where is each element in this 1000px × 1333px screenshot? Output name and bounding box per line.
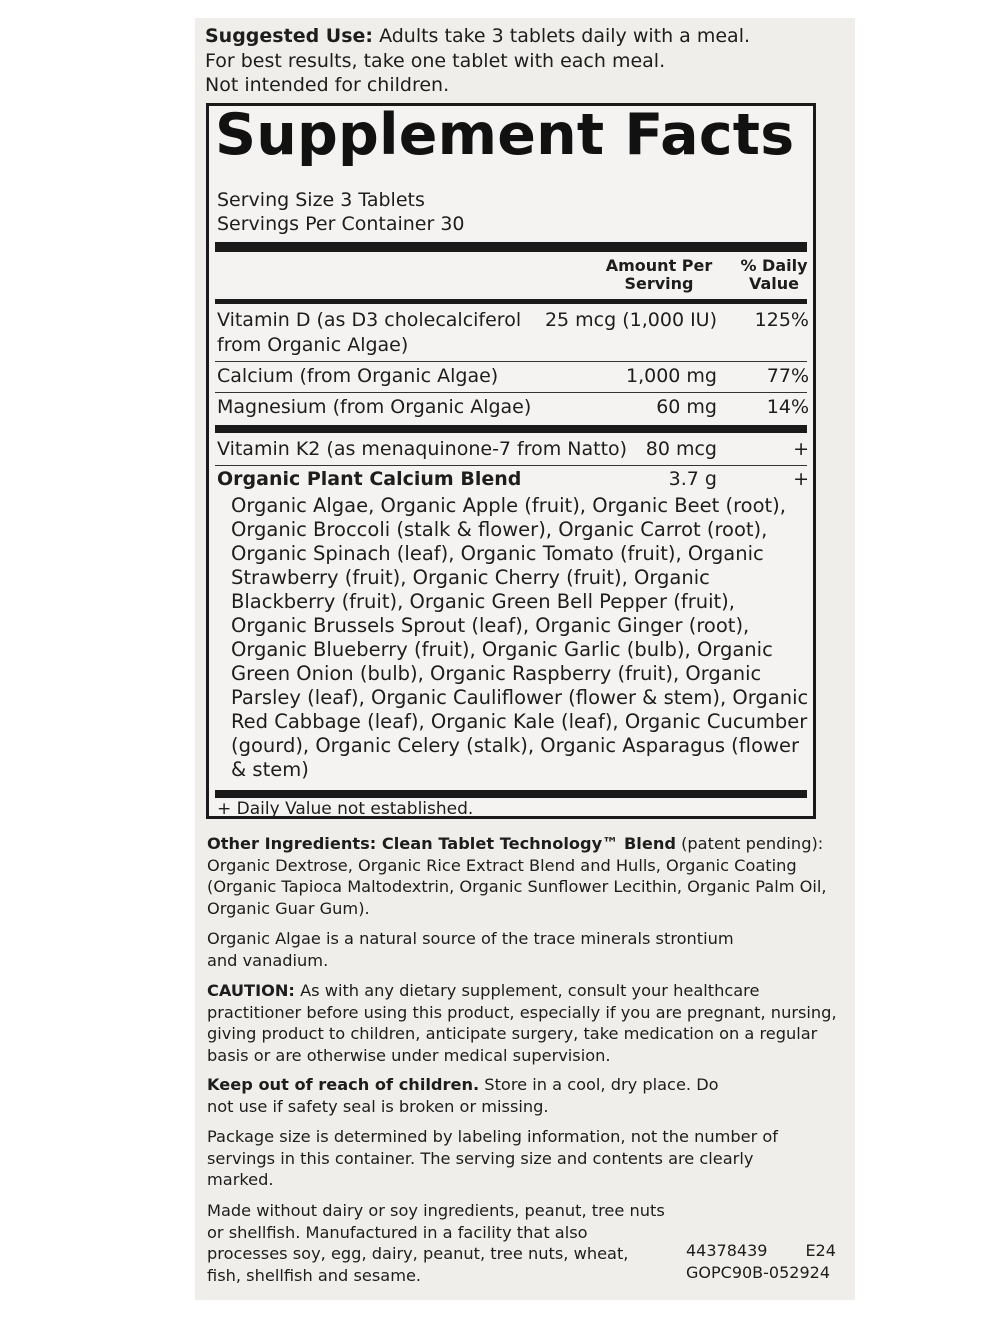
suggested-use-line2: For best results, take one tablet with each meal.: [205, 49, 666, 72]
supplement-facts-panel: [206, 103, 816, 819]
nutrient-name-calcium: Calcium (from Organic Algae): [217, 365, 499, 387]
nutrient-dv-vitamin-d: 125%: [754, 309, 809, 331]
nutrient-amount-vitamin-d: 25 mcg (1,000 IU): [544, 309, 717, 331]
nutrient-amount-vitamin-k2: 80 mcg: [645, 438, 717, 460]
caution: [207, 980, 847, 1066]
nutrient-dv-vitamin-k2: +: [793, 438, 809, 460]
allergen-note: Made without dairy or soy ingredients, peanut, tree nuts or shellfish. Manufactured in a facility that also processes soy, egg, dairy, peanut, tree nuts, wheat, fish, shellfish and sesame.: [207, 1201, 665, 1285]
storage-label: Keep out of reach of children.: [207, 1075, 480, 1094]
other-ingredients: [207, 833, 847, 919]
header-amount-per-serving: Amount Per Serving: [605, 256, 713, 293]
blend-amount: 3.7 g: [668, 468, 717, 490]
thick-divider-middle: [215, 425, 807, 433]
storage: [207, 1074, 727, 1117]
code-number: 44378439: [686, 1241, 768, 1260]
storage-text: Store in a cool, dry place. Do not use if safety seal is broken or missing.: [207, 1075, 719, 1116]
supplement-label: [195, 18, 855, 1300]
other-ingredients-text: (patent pending): Organic Dextrose, Organic Rice Extract Blend and Hulls, Organic Coating (Organic Tapioca Maltodextrin, Organic Sunflower Lecithin, Organic Palm Oil, Organic Guar Gum).: [207, 834, 827, 918]
nutrient-dv-magnesium: 14%: [766, 396, 809, 418]
thick-divider-top: [215, 242, 807, 252]
nutrient-dv-calcium: 77%: [766, 365, 809, 387]
row-divider: [215, 465, 807, 466]
divider-header: [215, 299, 807, 304]
header-daily-value: % Daily Value: [740, 256, 808, 293]
caution-label: CAUTION:: [207, 981, 295, 1000]
package-note: Package size is determined by labeling information, not the number of servings in this container. The serving size and contents are clearly marked.: [207, 1127, 779, 1190]
nutrient-amount-calcium: 1,000 mg: [625, 365, 717, 387]
daily-value-footnote: + Daily Value not established.: [217, 799, 474, 819]
suggested-use: [205, 24, 845, 98]
algae-note: Organic Algae is a natural source of the trace minerals strontium and vanadium.: [207, 929, 734, 970]
code-lot: GOPC90B-052924: [686, 1263, 830, 1282]
suggested-use-line3: Not intended for children.: [205, 74, 450, 96]
code-version: E24: [805, 1241, 836, 1260]
other-ingredients-label: Other Ingredients: Clean Tablet Technology™ Blend: [207, 834, 676, 853]
blend-ingredients: Organic Algae, Organic Apple (fruit), Organic Beet (root), Organic Broccoli (stalk & flower), Organic Carrot (root), Organic Spinach (leaf), Organic Tomato (fruit), Organic Strawberry (fruit), Organic Cherry (fruit), Organic Blackberry (fruit), Organic Green Bell Pepper (fruit), Organic Brussels Sprout (leaf), Organic Ginger (root), Organic Blueberry (fruit), Organic Garlic (bulb), Organic Green Onion (bulb), Organic Raspberry (fruit), Organic Parsley (leaf), Organic Cauliflower (flower & stem), Organic Red Cabbage (leaf), Organic Kale (leaf), Organic Cucumber (gourd), Organic Celery (stalk), Organic Asparagus (flower & stem): [231, 494, 809, 781]
nutrient-name-vitamin-d: Vitamin D (as D3 cholecalciferol from Organic Algae): [217, 309, 522, 356]
thick-divider-bottom: [215, 790, 807, 798]
blend-dv: +: [793, 468, 809, 490]
supplement-facts-title: Supplement Facts: [215, 102, 795, 168]
servings-per-container: Servings Per Container 30: [217, 213, 465, 235]
blend-name: Organic Plant Calcium Blend: [217, 468, 522, 490]
serving-size: Serving Size 3 Tablets: [217, 189, 425, 211]
row-divider: [215, 392, 807, 393]
caution-text: As with any dietary supplement, consult your healthcare practitioner before using this product, especially if you are pregnant, nursing, giving product to children, anticipate surgery, take medication on a regular basis or are otherwise under medical supervision.: [207, 981, 837, 1065]
row-divider: [215, 361, 807, 362]
nutrient-amount-magnesium: 60 mg: [656, 396, 717, 418]
lot-codes: [686, 1240, 836, 1284]
nutrient-name-magnesium: Magnesium (from Organic Algae): [217, 396, 532, 418]
nutrient-name-vitamin-k2: Vitamin K2 (as menaquinone-7 from Natto): [217, 438, 628, 460]
suggested-use-label: Suggested Use:: [205, 25, 374, 47]
suggested-use-line1: Adults take 3 tablets daily with a meal.: [379, 25, 751, 47]
